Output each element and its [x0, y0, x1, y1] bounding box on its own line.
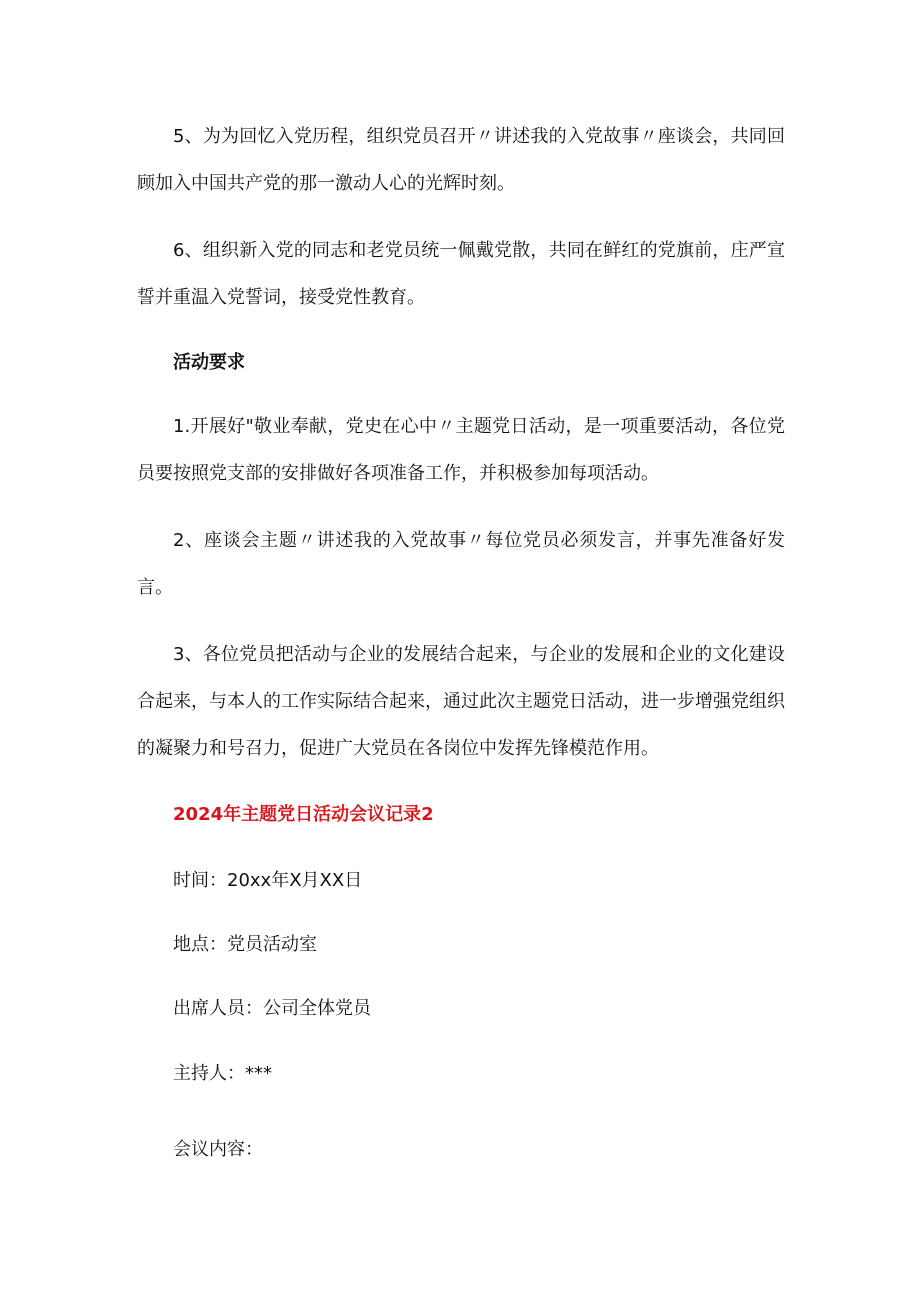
meeting-attendees: 出席人员：公司全体党员 — [173, 998, 371, 1019]
meeting-content-label: 会议内容： — [173, 1139, 263, 1160]
requirement-item-1: 1.开展好"敬业奉献，党史在心中〃主题党日活动，是一项重要活动，各位党员要按照党支部的安排做好各项准备工作，并积极参加每项活动。 — [137, 416, 785, 484]
meeting-host: 主持人：*** — [173, 1063, 272, 1084]
meeting-place: 地点：党员活动室 — [173, 934, 317, 955]
meeting-time: 时间：20xx年X月XX日 — [173, 870, 363, 891]
requirement-item-3: 3、各位党员把活动与企业的发展结合起来，与企业的发展和企业的文化建设合起来，与本人的工作实际结合起来，通过此次主题党日活动，进一步增强党组织的凝聚力和号召力，促进广大党员在各岗位中发挥先锋模范作用。 — [137, 644, 785, 759]
record-2-title: 2024年主题党日活动会议记录2 — [173, 804, 434, 825]
paragraph-item-5: 5、为为回忆入党历程，组织党员召开〃讲述我的入党故事〃座谈会，共同回顾加入中国共产党的那一激动人心的光辉时刻。 — [137, 126, 785, 194]
paragraph-item-6: 6、组织新入党的同志和老党员统一佩戴党散，共同在鲜红的党旗前，庄严宣誓并重温入党誓词，接受党性教育。 — [137, 240, 785, 308]
requirement-item-2: 2、座谈会主题〃讲述我的入党故事〃每位党员必须发言，并事先准备好发言。 — [137, 530, 785, 598]
section-heading-requirements: 活动要求 — [173, 352, 245, 373]
